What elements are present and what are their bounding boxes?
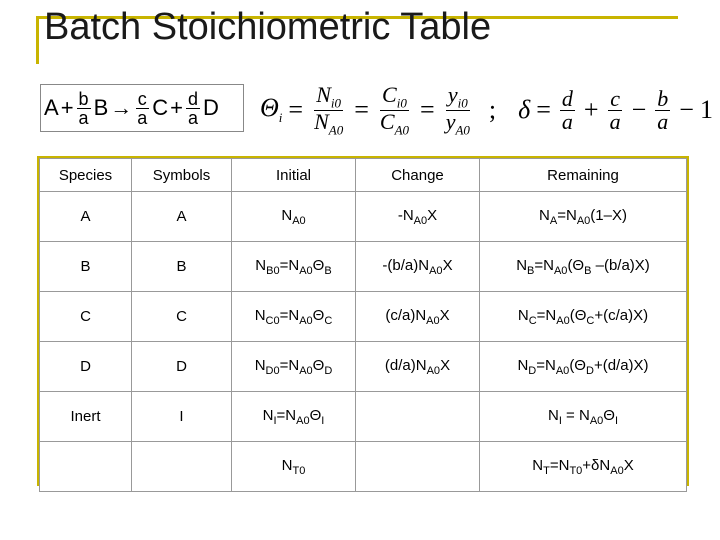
remaining-cell: $N_C=N_{A0}(\Theta_C+(c/a)X)$ — [480, 292, 687, 342]
change-cell: $(c/a)N_{A0}X$ — [356, 292, 480, 342]
remaining-cell: $N_D=N_{A0}(\Theta_D+(d/a)X)$ — [480, 342, 687, 392]
equation-row — [40, 80, 713, 140]
symbol-cell: D — [132, 342, 232, 392]
header-initial: Initial — [232, 159, 356, 192]
initial-cell: $N_{B0}=N_{A0}\Theta_B$ — [232, 242, 356, 292]
table-row — [40, 242, 687, 292]
table-row — [40, 192, 687, 242]
stoichiometric-table-frame — [37, 156, 689, 486]
reactant-b: B — [93, 95, 109, 120]
plus-sign: + — [60, 95, 74, 120]
header-remaining: Remaining — [480, 159, 687, 192]
coef-b-over-a: $\frac{b}{a}$ — [78, 88, 89, 128]
reaction-equation — [40, 84, 244, 132]
remaining-cell: $N_I = N_{A0}\Theta_I$ — [480, 392, 687, 442]
header-symbols: Symbols — [132, 159, 232, 192]
symbol-cell: I — [132, 392, 232, 442]
header-species: Species — [40, 159, 132, 192]
product-c: C — [152, 95, 169, 120]
table-row-total — [40, 442, 687, 492]
page-title: Batch Stoichiometric Table — [44, 6, 492, 48]
remaining-cell: $N_B=N_{A0}(\Theta_B$ –(b/a)X) — [480, 242, 687, 292]
coef-d-over-a: $\frac{d}{a}$ — [188, 88, 199, 128]
c-ratio: $\frac{C_{i0}}{C_{A0}}$ — [379, 82, 410, 137]
initial-cell: $N_I=N_{A0}\Theta_I$ — [232, 392, 356, 442]
species-cell: A — [40, 192, 132, 242]
species-cell: Inert — [40, 392, 132, 442]
n-ratio: $\frac{N_{i0}}{N_{A0}}$ — [314, 82, 344, 137]
change-cell: $(d/a)N_{A0}X$ — [356, 342, 480, 392]
change-cell — [356, 392, 480, 442]
table-header-row — [40, 159, 687, 192]
delta-symbol: δ — [518, 95, 531, 124]
species-cell: C — [40, 292, 132, 342]
product-d: D — [203, 95, 219, 120]
symbol-cell: A — [132, 192, 232, 242]
theta-delta-formula: $\Theta_i$ = $\frac{N_{i0}}{N_{A0}}$ = $\frac{C_{i0}}{C_{A0}}$ = $\frac{y_{i0}}{y_{A0}}$ ; δ = $\frac{d}{a}$ + $\frac{c}{a}$ − $\frac{b}{a}$ − 1 — [260, 82, 713, 137]
symbol-cell: C — [132, 292, 232, 342]
change-cell — [356, 442, 480, 492]
remaining-cell: $N_T=N_{T0}+\delta N_{A0}X$ — [480, 442, 687, 492]
table-row — [40, 392, 687, 442]
symbol-cell — [132, 442, 232, 492]
species-cell: D — [40, 342, 132, 392]
symbol-cell: B — [132, 242, 232, 292]
species-cell — [40, 442, 132, 492]
change-cell: $-(b/a)N_{A0}X$ — [356, 242, 480, 292]
title-accent-bar — [36, 16, 39, 64]
plus-sign: + — [170, 95, 184, 120]
table-row — [40, 342, 687, 392]
change-cell: $-N_{A0}X$ — [356, 192, 480, 242]
y-ratio: $\frac{y_{i0}}{y_{A0}}$ — [445, 82, 470, 137]
table-row — [40, 292, 687, 342]
reaction-arrow: → — [110, 95, 133, 120]
reactant-a: A — [44, 95, 59, 120]
initial-cell: $N_{C0}=N_{A0}\Theta_C$ — [232, 292, 356, 342]
d-over-a: $\frac{d}{a}$ — [561, 85, 573, 134]
c-over-a: $\frac{c}{a}$ — [609, 85, 621, 134]
species-cell: B — [40, 242, 132, 292]
b-over-a: $\frac{b}{a}$ — [657, 85, 669, 134]
coef-c-over-a: $\frac{c}{a}$ — [137, 88, 148, 128]
stoichiometric-table — [39, 158, 687, 492]
initial-cell: $N_{T0}$ — [232, 442, 356, 492]
theta-symbol: $\Theta_i$ — [260, 93, 283, 126]
remaining-cell: $N_A=N_{A0}(1-X)$ — [480, 192, 687, 242]
initial-cell: $N_{A0}$ — [232, 192, 356, 242]
header-change: Change — [356, 159, 480, 192]
initial-cell: $N_{D0}=N_{A0}\Theta_D$ — [232, 342, 356, 392]
